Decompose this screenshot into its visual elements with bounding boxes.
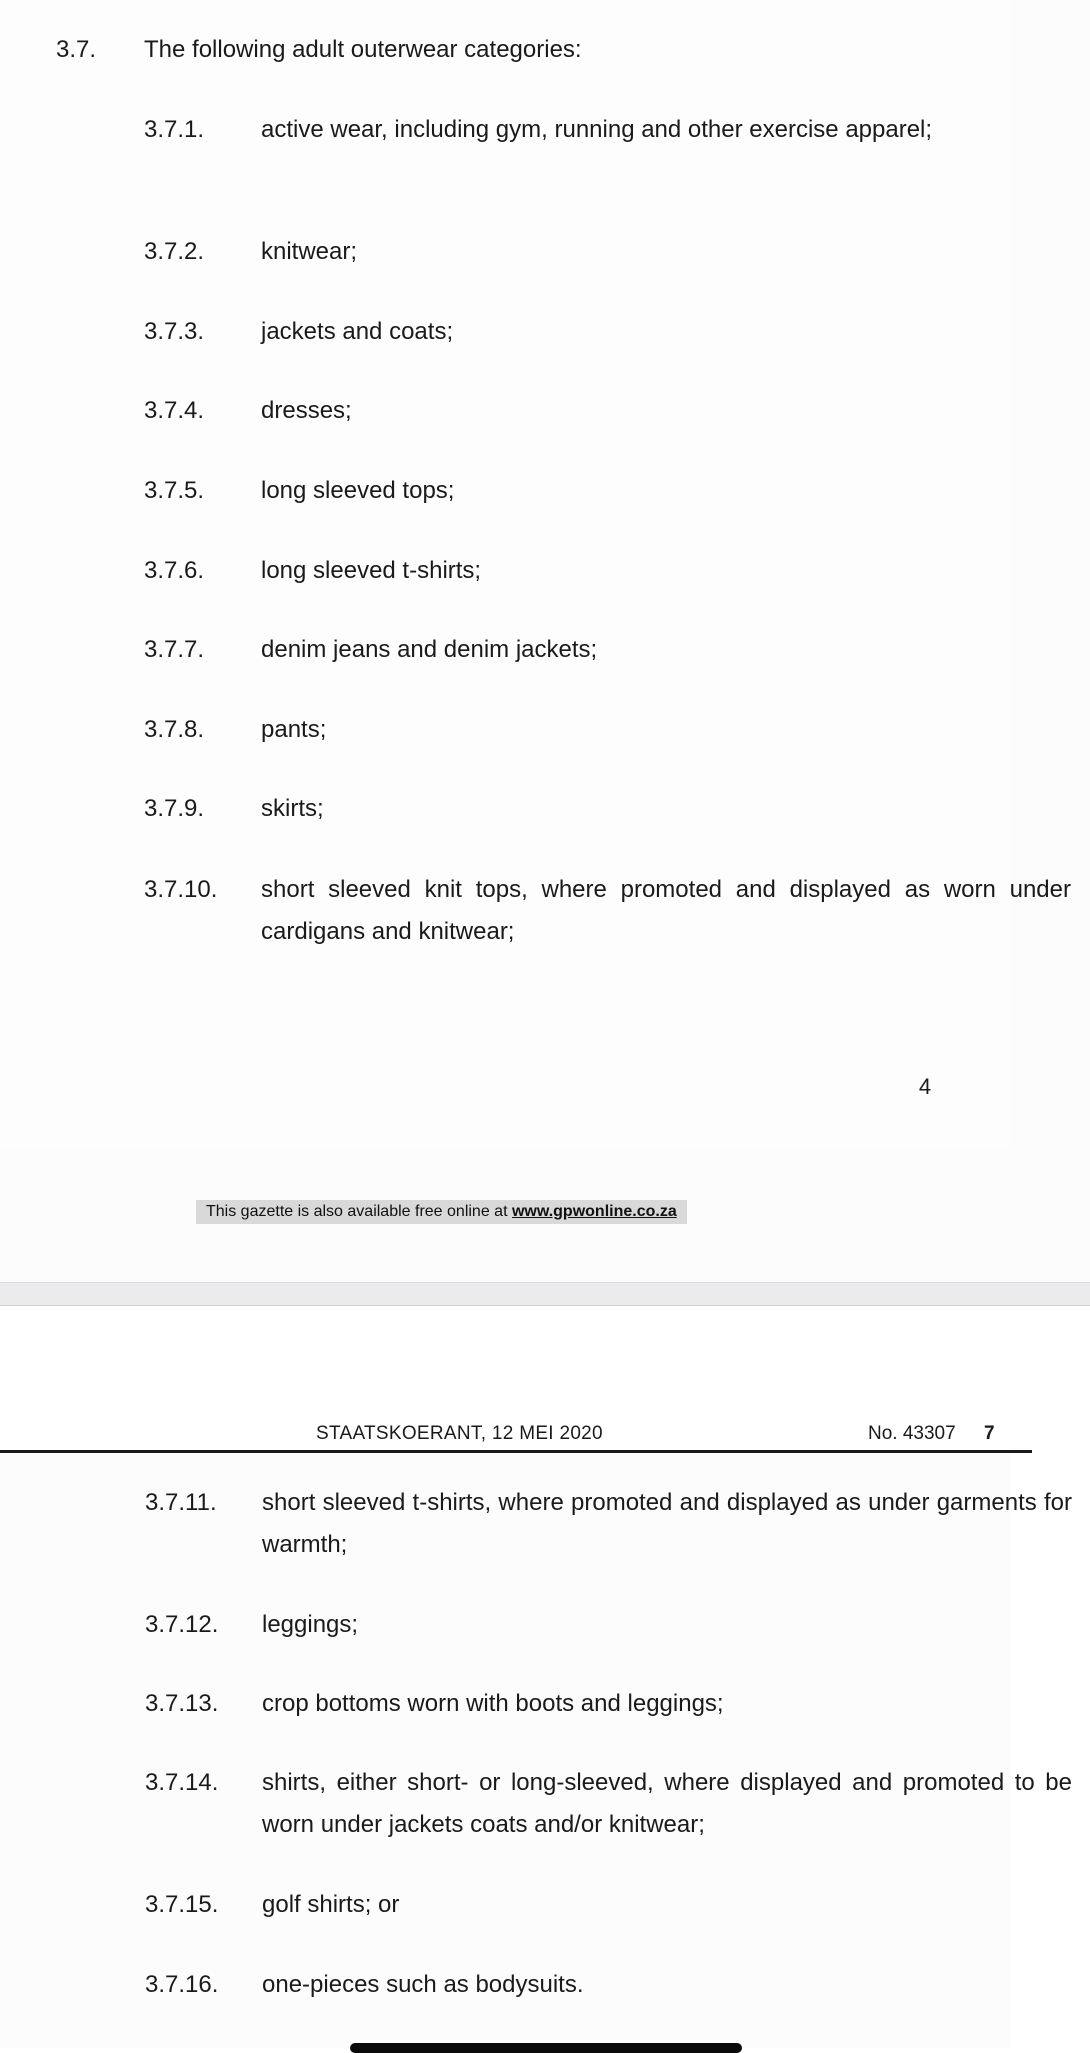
section-title: The following adult outerwear categories: — [144, 36, 582, 63]
home-indicator[interactable] — [350, 2043, 742, 2053]
item-text: short sleeved t-shirts, where promoted and displayed as under garments for warmth; — [262, 1489, 1072, 1558]
item-number: 3.7.9. — [144, 795, 205, 822]
item-number: 3.7.7. — [144, 636, 205, 663]
item-number: 3.7.13. — [145, 1690, 219, 1717]
item-number: 3.7.14. — [145, 1769, 219, 1796]
gazette-website-link[interactable]: www.gpwonline.co.za — [511, 1203, 677, 1220]
item-text: one-pieces such as bodysuits. — [262, 1971, 584, 1998]
item-number: 3.7.3. — [144, 318, 205, 345]
gazette-issue-number: No. 43307 — [868, 1423, 956, 1444]
item-text: jackets and coats; — [261, 318, 454, 345]
item-text: golf shirts; or — [262, 1891, 400, 1918]
item-number: 3.7.5. — [144, 477, 205, 504]
item-text: dresses; — [261, 397, 352, 424]
item-number: 3.7.10. — [144, 876, 218, 903]
item-number: 3.7.12. — [145, 1611, 219, 1638]
item-number: 3.7.16. — [145, 1971, 219, 1998]
item-number: 3.7.11. — [145, 1489, 217, 1516]
page-separator — [0, 1282, 1090, 1306]
document-page-7 — [0, 1306, 1090, 2048]
item-text: knitwear; — [261, 238, 358, 265]
item-text: crop bottoms worn with boots and leggings; — [262, 1690, 724, 1717]
item-text: long sleeved t-shirts; — [261, 557, 482, 584]
item-number: 3.7.4. — [144, 397, 205, 424]
item-text: short sleeved knit tops, where promoted and displayed as worn under cardigans and knitwear; — [261, 876, 1071, 945]
item-text: denim jeans and denim jackets; — [261, 636, 598, 663]
item-text: pants; — [261, 716, 327, 743]
item-text: shirts, either short- or long-sleeved, where displayed and promoted to be worn under jackets coats and/or knitwear; — [262, 1769, 1072, 1838]
item-number: 3.7.2. — [144, 238, 205, 265]
item-text: leggings; — [262, 1611, 359, 1638]
footer-text: This gazette is also available free online at — [206, 1203, 508, 1220]
item-number: 3.7.8. — [144, 716, 205, 743]
item-number: 3.7.1. — [144, 116, 205, 143]
item-text: skirts; — [261, 795, 324, 822]
item-number: 3.7.15. — [145, 1891, 219, 1918]
page-number: 4 — [918, 1074, 932, 1099]
item-text: long sleeved tops; — [261, 477, 455, 504]
item-text: active wear, including gym, running and other exercise apparel; — [261, 116, 933, 143]
item-number: 3.7.6. — [144, 557, 205, 584]
gazette-footer-note — [196, 1200, 687, 1224]
header-page-number: 7 — [984, 1423, 995, 1444]
section-number: 3.7. — [56, 36, 97, 63]
header-rule — [0, 1450, 1032, 1453]
gazette-header-title: STAATSKOERANT, 12 MEI 2020 — [316, 1423, 603, 1444]
